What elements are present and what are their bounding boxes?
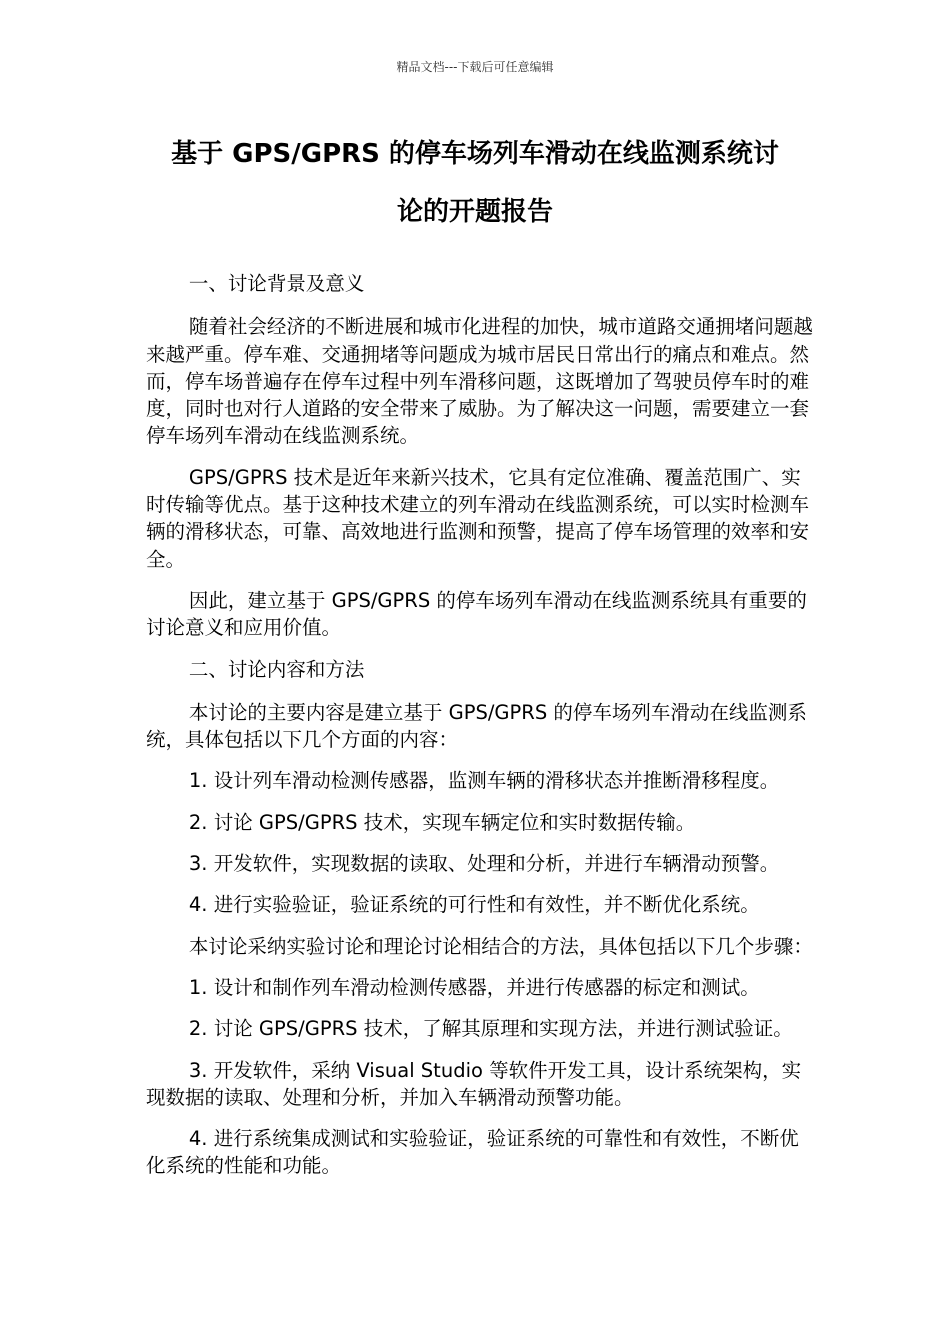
page-title-line-1: 基于 GPS/GPRS 的停车场列车滑动在线监测系统讨: [171, 139, 779, 169]
content-list-item: 1. 设计列车滑动检测传感器，监测车辆的滑移状态并推断滑移程度。: [188, 769, 780, 793]
method-list-item: 2. 讨论 GPS/GPRS 技术，了解其原理和实现方法，并进行测试验证。: [188, 1017, 793, 1041]
paragraph-background-2: GPS/GPRS 技术是近年来新兴技术，它具有定位准确、覆盖范围广、实时传输等优点。基于这种技术建立的列车滑动在线监测系统，可以实时检测车辆的滑移状态，可靠、高效地进行监测和预警，提高了停车场管理的效率和安全。: [146, 465, 810, 571]
content-list-item: 4. 进行实验验证，验证系统的可行性和有效性，并不断优化系统。: [188, 893, 760, 917]
section-heading-background: 一、讨论背景及意义: [188, 272, 365, 295]
header-note: 精品文档---下载后可任意编辑: [396, 60, 554, 74]
paragraph-background-1: 随着社会经济的不断进展和城市化进程的加快，城市道路交通拥堵问题越来越严重。停车难、交通拥堵等问题成为城市居民日常出行的痛点和难点。然而，停车场普遍存在停车过程中列车滑移问题，这既增加了驾驶员停车时的难度，同时也对行人道路的安全带来了威胁。为了解决这一问题，需要建立一套停车场列车滑动在线监测系统。: [146, 315, 813, 448]
method-list-item: 1. 设计和制作列车滑动检测传感器，并进行传感器的标定和测试。: [188, 975, 760, 999]
paragraph-method-intro: 本讨论采纳实验讨论和理论讨论相结合的方法，具体包括以下几个步骤：: [188, 934, 813, 958]
paragraph-content-intro: 本讨论的主要内容是建立基于 GPS/GPRS 的停车场列车滑动在线监测系统，具体包括以下几个方面的内容：: [146, 700, 807, 752]
section-heading-content-method: 二、讨论内容和方法: [188, 657, 365, 681]
document-body: [146, 270, 814, 1194]
content-list-item: 2. 讨论 GPS/GPRS 技术，实现车辆定位和实时数据传输。: [188, 810, 696, 834]
paragraph-background-3: 因此，建立基于 GPS/GPRS 的停车场列车滑动在线监测系统具有重要的讨论意义和应用价值。: [146, 588, 807, 640]
page-title-line-2: 论的开题报告: [396, 197, 553, 227]
content-list-item: 3. 开发软件，实现数据的读取、处理和分析，并进行车辆滑动预警。: [188, 852, 780, 876]
method-list-item: 3. 开发软件，采纳 Visual Studio 等软件开发工具，设计系统架构，实现数据的读取、处理和分析，并加入车辆滑动预警功能。: [146, 1058, 802, 1109]
method-list-item: 4. 进行系统集成测试和实验验证，验证系统的可靠性和有效性，不断优化系统的性能和功能。: [146, 1127, 799, 1178]
